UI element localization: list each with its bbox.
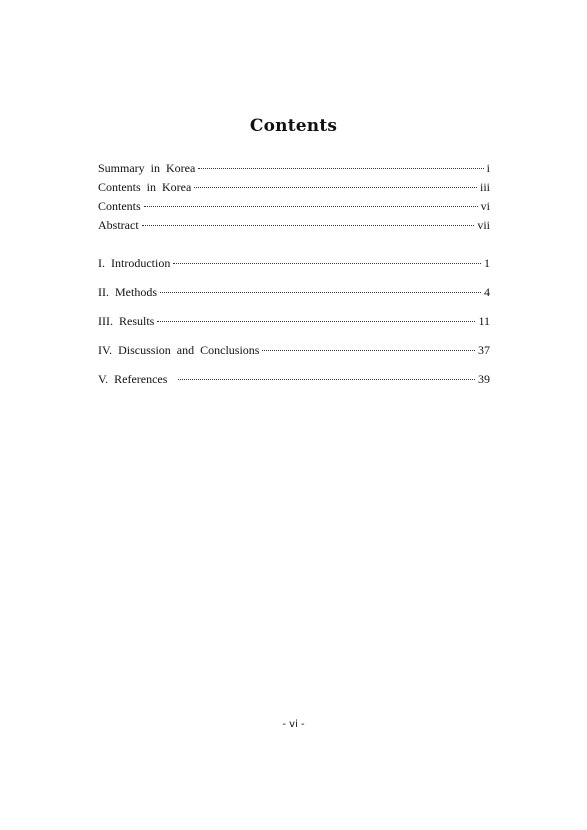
toc-entry-label: III. Results (98, 314, 155, 328)
toc-chapters (98, 255, 490, 400)
toc-entry-label: II. Methods (98, 285, 157, 299)
toc-entry-page: vii (477, 218, 490, 232)
toc-entry-page: 37 (478, 343, 490, 357)
toc-dot-leader (262, 350, 475, 351)
toc-entry-label: I. Introduction (98, 256, 171, 270)
toc-entry-page: 11 (478, 314, 490, 328)
toc-entry-discussion-and-conclusions[interactable] (98, 342, 490, 371)
toc-entry-results[interactable] (98, 313, 490, 342)
toc-entry-label: Summary in Korea (98, 161, 196, 175)
page-number-footer: - vi - (282, 719, 305, 730)
toc-entry-page: 39 (478, 372, 490, 386)
toc-entry-page: 4 (484, 285, 490, 299)
toc-dot-leader (142, 225, 475, 226)
toc-entry-label: V. References (98, 372, 168, 386)
toc-entry-methods[interactable] (98, 284, 490, 313)
toc-entry-references[interactable] (98, 371, 490, 400)
toc-entry-label: Contents in Korea (98, 180, 192, 194)
toc-entry-abstract[interactable] (98, 217, 490, 236)
toc-entry-page: iii (479, 180, 490, 194)
toc-entry-page: i (486, 161, 490, 175)
toc-front-matter (98, 160, 490, 236)
toc-entry-contents[interactable] (98, 198, 490, 217)
toc-dot-leader (144, 206, 478, 207)
toc-dot-leader (173, 263, 481, 264)
toc-entry-contents-in-korea[interactable] (98, 179, 490, 198)
toc-entry-label: Abstract (98, 218, 139, 232)
page-title: Contents (249, 116, 338, 136)
toc-dot-leader (198, 168, 483, 169)
toc-dot-leader (178, 379, 475, 380)
toc-entry-label: Contents (98, 199, 141, 213)
toc-dot-leader (157, 321, 475, 322)
toc-entry-summary-in-korea[interactable] (98, 160, 490, 179)
toc-entry-page: 1 (484, 256, 490, 270)
toc-entry-label: IV. Discussion and Conclusions (98, 343, 260, 357)
toc-dot-leader (160, 292, 481, 293)
toc-entry-page: vi (480, 199, 490, 213)
toc-entry-introduction[interactable] (98, 255, 490, 284)
toc-dot-leader (194, 187, 477, 188)
